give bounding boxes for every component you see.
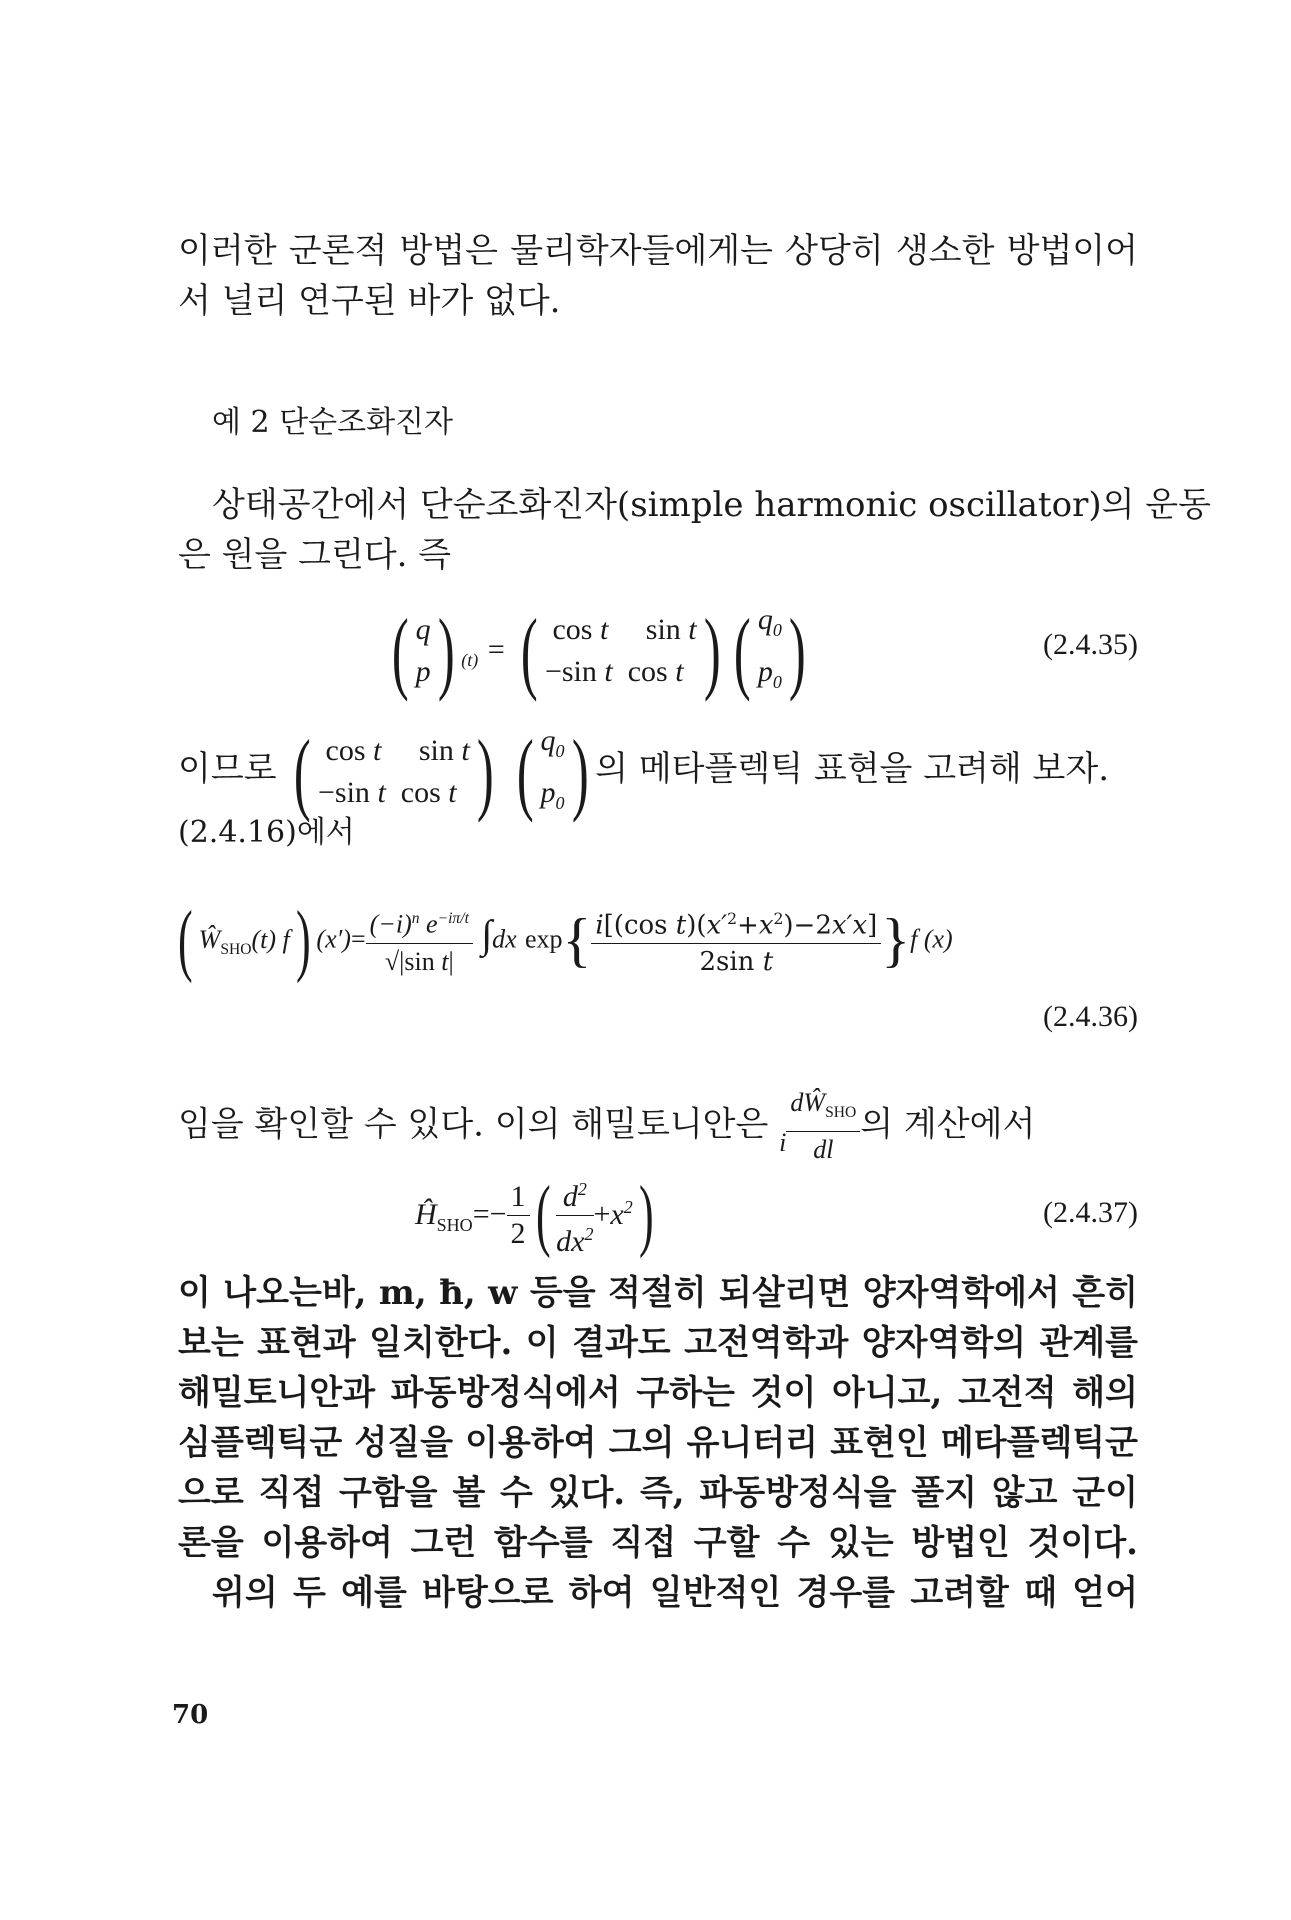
example-heading: 예 2 단순조화진자 <box>212 405 454 440</box>
paragraph-5-line-5: 으로 직접 구함을 볼 수 있다. 즉, 파동방정식을 풀지 않고 군이 <box>178 1473 1138 1513</box>
paragraph-1-line-1: 이러한 군론적 방법은 물리학자들에게는 상당히 생소한 방법이어 <box>178 231 1138 271</box>
equation-label-2-4-36: (2.4.36) <box>1043 1000 1138 1033</box>
inline-matrix: ( cos t sin t −sin t cos t ) ( $q_0$ $p_0$ ) <box>294 721 589 823</box>
paragraph-5-line-3: 해밀토니안과 파동방정식에서 구하는 것이 아니고, 고전적 해의 <box>178 1373 1138 1413</box>
equation-2-4-36: ( $Ŵ_{SHO}(t)$ f) (x′)= $\frac{(-i)^n e^{-i\pi/t}}{\text{√|sin t|}}$ ∫dx exp{ $\frac{i[(\cos t)(x'^2+x^2)-2x'x]}{\text{2sin t}}$ }f (x) <box>177 896 953 984</box>
paragraph-3-prefix: 이므로 <box>178 749 277 789</box>
paragraph-5-line-6: 론을 이용하여 그런 함수를 직접 구할 수 있는 방법인 것이다. <box>178 1523 1138 1563</box>
paragraph-2-line-2: 은 원을 그린다. 즉 <box>178 535 452 575</box>
paragraph-3-line-1 <box>178 720 1138 824</box>
paragraph-2-line-1: 상태공간에서 단순조화진자(simple harmonic oscillator)의 운동 <box>212 485 1211 525</box>
paragraph-3-line-2: (2.4.16)에서 <box>178 815 355 850</box>
paragraph-6-line-1: 위의 두 예를 바탕으로 하여 일반적인 경우를 고려할 때 얻어 <box>212 1573 1138 1613</box>
equation-label-2-4-37: (2.4.37) <box>1043 1196 1138 1229</box>
paragraph-5-line-4: 심플렉틱군 성질을 이용하여 그의 유니터리 표현인 메타플렉틱군 <box>178 1423 1138 1463</box>
paragraph-3-suffix: 의 메타플렉틱 표현을 고려해 보자. <box>595 749 1110 789</box>
page-number: 70 <box>172 1700 209 1730</box>
inline-derivative: i <box>779 1127 787 1157</box>
paragraph-4-prefix: 임을 확인할 수 있다. 이의 해밀토니안은 <box>178 1104 769 1145</box>
paragraph-1-line-2: 서 널리 연구된 바가 없다. <box>178 281 561 321</box>
equation-2-4-37: $Ĥ_{SHO}=-$ $\frac{1}{2}$ ( $\frac{d^2}{dx^2}$ $+x^2$) <box>415 1171 654 1259</box>
equation-2-4-35: ( q p ) $_{(t)}$ = ( cos t sin t −sin t cos t ) ( $q_0$ $p_0$ ) <box>391 600 806 702</box>
paragraph-5-line-2: 보는 표현과 일치한다. 이 결과도 고전역학과 양자역학의 관계를 <box>178 1323 1138 1363</box>
paragraph-4-line-1: 임을 확인할 수 있다. 이의 해밀토니안은 i $\frac{dŴ_{SHO}}{dl}$ 의 계산에서 <box>178 1085 1138 1168</box>
paragraph-5-line-1: 이 나오는바, m, ħ, w 등을 적절히 되살리면 양자역학에서 흔히 <box>178 1273 1138 1313</box>
equation-label-2-4-35: (2.4.35) <box>1043 628 1138 661</box>
paragraph-4-suffix: 의 계산에서 <box>860 1104 1036 1145</box>
